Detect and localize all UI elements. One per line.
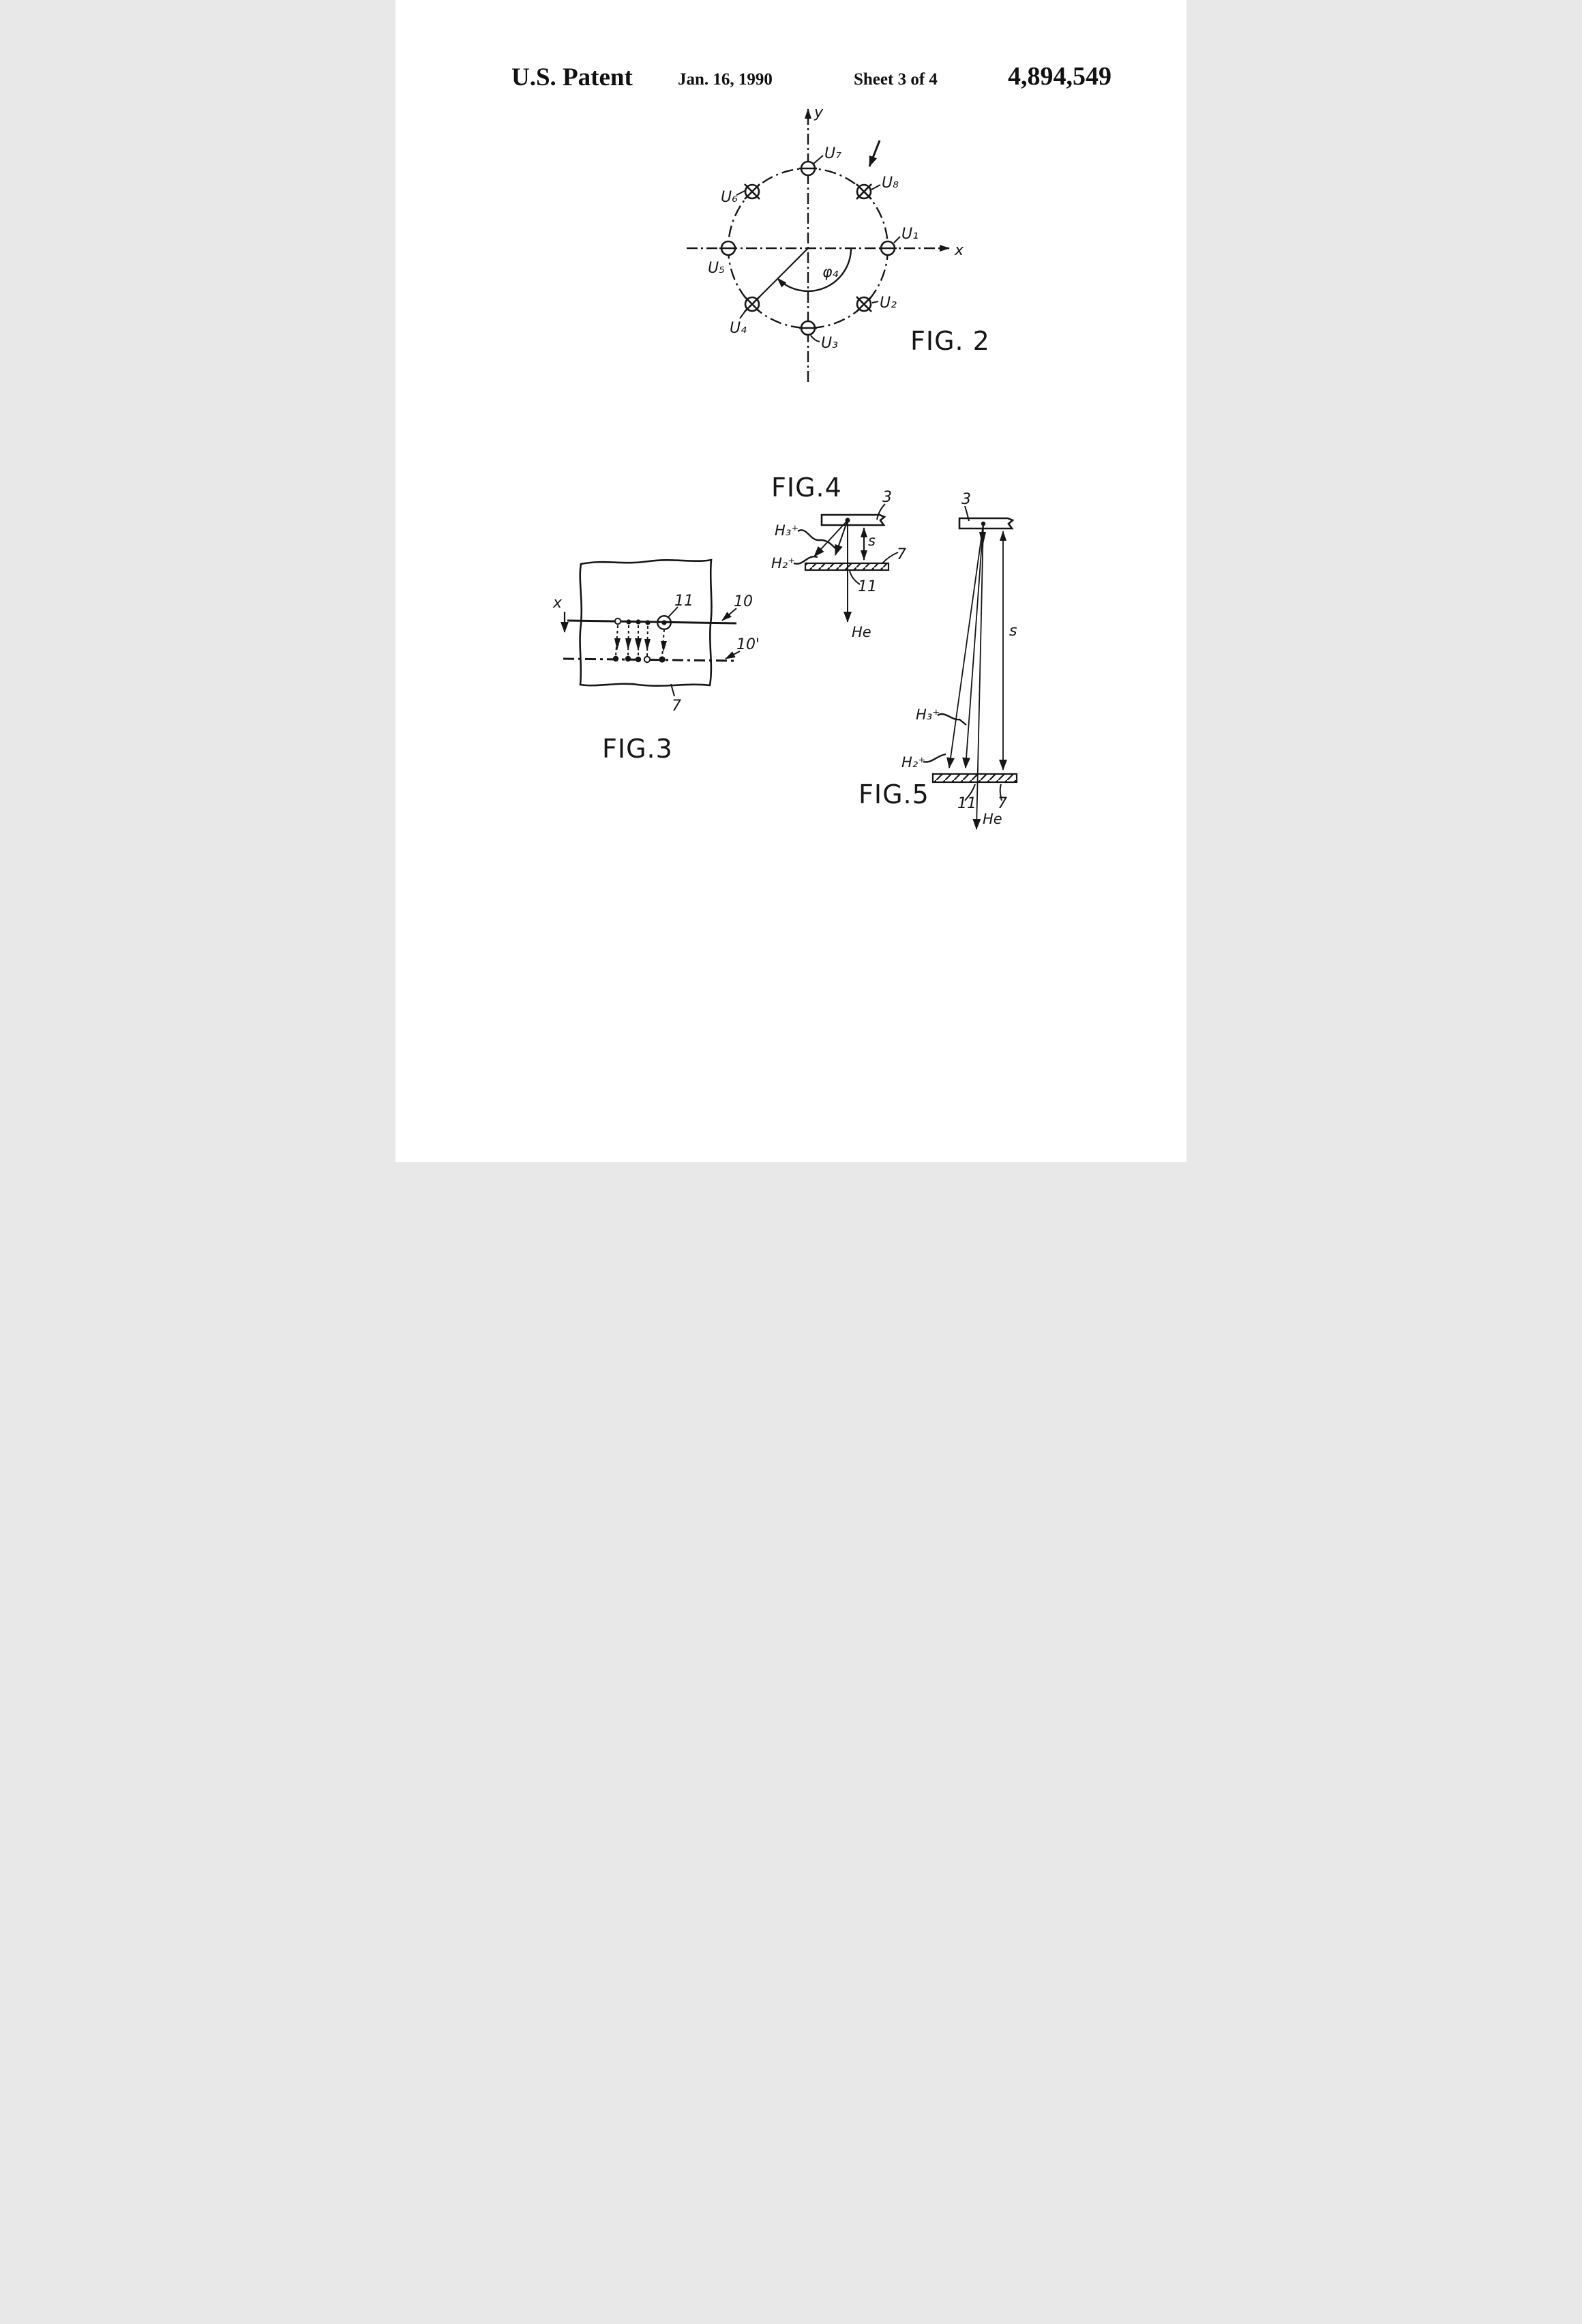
fig3-hole-dot-bottom xyxy=(625,656,631,661)
fig4-ref-7: 7 xyxy=(897,546,906,563)
fig4-target-plate xyxy=(822,515,884,525)
fig2-angle-label: φ₄ xyxy=(822,264,839,281)
fig5-ion-h2-leader xyxy=(923,754,946,762)
fig3-hole-dot xyxy=(645,620,650,625)
fig2-label-u7: U₇ xyxy=(824,145,841,162)
fig2-angle-arc xyxy=(777,248,851,291)
fig2-label-u1: U₁ xyxy=(901,226,919,243)
fig5-caption: FIG.5 xyxy=(859,779,929,809)
fig4-ion-h2-label: H₂⁺ xyxy=(771,555,796,571)
fig2-x-axis-label: x xyxy=(955,242,964,259)
fig3-hole-dot-bottom xyxy=(636,657,641,662)
fig3-hole-dot xyxy=(626,619,631,624)
fig3-hole-dot-bottom xyxy=(613,656,618,661)
fig4-ref-11: 11 xyxy=(858,578,877,595)
fig5-ion-h3-leader xyxy=(938,714,966,725)
fig4-diagram xyxy=(771,473,906,640)
fig5-beam-label: He xyxy=(983,811,1002,827)
fig2-electrode-u2 xyxy=(856,295,897,312)
patent-header-number: 4,894,549 xyxy=(1008,62,1111,91)
fig4-gap-label: s xyxy=(868,533,876,549)
fig5-target-plate xyxy=(959,518,1013,528)
patent-drawing-canvas xyxy=(395,0,1186,1162)
fig2-label-u5: U₅ xyxy=(708,260,725,277)
fig3-x-label: x xyxy=(553,595,563,612)
fig3-ref-10-shifted: 10' xyxy=(736,636,760,653)
fig2-label-u6: U₆ xyxy=(721,189,738,206)
fig3-hole-open-top xyxy=(615,619,621,624)
fig5-ref-11: 11 xyxy=(957,795,976,812)
patent-header-sheet: Sheet 3 of 4 xyxy=(854,70,938,89)
fig2-label-u2: U₂ xyxy=(880,295,897,312)
fig5-ion-h3-label: H₃⁺ xyxy=(916,706,940,723)
fig5-diagram xyxy=(859,491,1017,829)
fig2-diagram xyxy=(687,104,990,382)
fig3-hole-dot-marked xyxy=(661,620,666,625)
fig3-shift-arrowheads xyxy=(614,638,667,652)
fig2-label-u8: U₈ xyxy=(882,175,899,192)
fig5-ref-3: 3 xyxy=(961,491,971,508)
fig4-beam-label: He xyxy=(852,624,871,640)
fig3-ref-7: 7 xyxy=(672,698,681,715)
fig4-ref-3: 3 xyxy=(882,489,892,506)
fig5-ion-h2-label: H₂⁺ xyxy=(901,754,926,771)
fig2-electrode-u7 xyxy=(799,145,841,175)
fig2-label-u4: U₄ xyxy=(730,320,747,337)
fig2-electrode-u6 xyxy=(721,184,760,206)
fig2-caption: FIG. 2 xyxy=(910,326,990,356)
fig2-electrode-u5 xyxy=(708,241,737,277)
fig3-ref-11-leader xyxy=(668,607,678,617)
fig5-aperture-plate xyxy=(933,774,1017,782)
fig5-ref-7-leader xyxy=(1000,784,1002,801)
fig3-ref-10: 10 xyxy=(734,593,753,610)
fig3-hole-dot xyxy=(636,619,640,624)
fig4-caption: FIG.4 xyxy=(771,473,842,503)
patent-sheet-page xyxy=(395,0,1186,1162)
fig5-ref-7: 7 xyxy=(998,795,1007,812)
fig5-gap-label: s xyxy=(1009,623,1017,640)
fig2-electrode-u1 xyxy=(879,226,919,255)
fig2-electrode-u8 xyxy=(856,175,899,199)
fig2-beam-arrow xyxy=(869,140,880,166)
fig3-diagram xyxy=(552,560,760,764)
fig2-label-u3: U₃ xyxy=(821,335,838,352)
fig2-y-axis-label: y xyxy=(814,104,824,121)
fig3-caption: FIG.3 xyxy=(602,734,673,764)
patent-header-date: Jan. 16, 1990 xyxy=(678,70,773,89)
fig3-ref-10-leader xyxy=(722,608,736,621)
fig3-ref-10-shifted-leader xyxy=(726,651,740,659)
fig2-electrode-u3 xyxy=(799,321,838,352)
fig3-hole-dot-bottom xyxy=(659,656,665,662)
patent-header-title: U.S. Patent xyxy=(511,63,633,91)
fig4-ref-7-leader xyxy=(882,552,898,563)
fig3-hole-open-bottom xyxy=(644,657,650,662)
fig2-electrode-u4 xyxy=(730,297,760,337)
fig3-ref-11: 11 xyxy=(674,593,693,610)
fig4-ion-h3-label: H₃⁺ xyxy=(775,522,799,539)
